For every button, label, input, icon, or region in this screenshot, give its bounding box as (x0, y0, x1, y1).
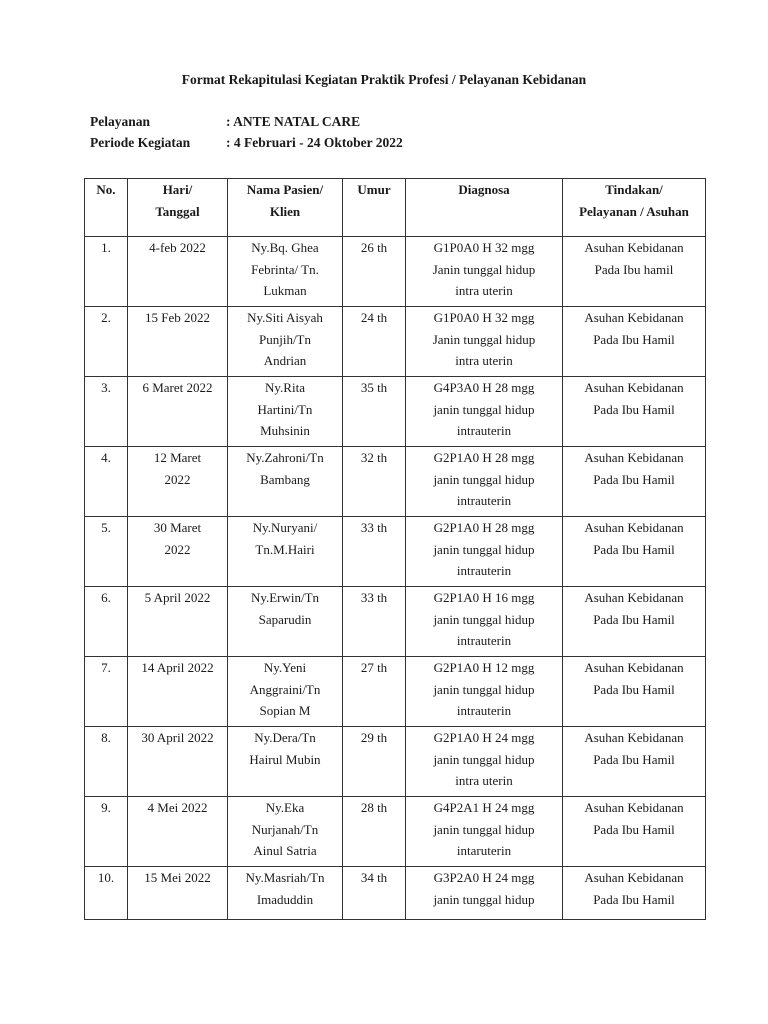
cell-nama-text: Punjih/Tn (258, 331, 311, 347)
cell-nama-text: Ny.Bq. Ghea (251, 240, 319, 255)
cell-tindakan (563, 447, 706, 517)
cell-diagnosa-text: intrauterin (456, 493, 512, 508)
cell-tanggal (128, 727, 228, 797)
cell-diagnosa-text: G4P3A0 H 28 mgg (433, 380, 535, 395)
cell-diagnosa-text: intrauterin (456, 423, 512, 438)
header-no (85, 179, 128, 237)
cell-tindakan-text: Pada Ibu Hamil (593, 681, 675, 697)
cell-nama-text: Muhsinin (260, 423, 310, 438)
header-hari-tanggal (128, 179, 228, 237)
cell-diagnosa (406, 517, 563, 587)
cell-umur (343, 727, 406, 797)
cell-tindakan-text: Asuhan Kebidanan (584, 520, 684, 535)
cell-no (85, 237, 128, 307)
header-umur-line: Umur (357, 182, 391, 197)
cell-diagnosa-text: Janin tunggal hidup (432, 261, 536, 277)
cell-diagnosa-text: G1P0A0 H 32 mgg (433, 310, 535, 325)
table-row (85, 447, 706, 517)
cell-umur (343, 237, 406, 307)
cell-diagnosa-text: janin tunggal hidup (433, 891, 535, 907)
table-row (85, 587, 706, 657)
header-tindakan-line: Pelayanan / Asuhan (579, 203, 689, 219)
header-nama-pasien (228, 179, 343, 237)
table-row (85, 237, 706, 307)
cell-diagnosa-text: janin tunggal hidup (433, 611, 535, 627)
cell-tindakan-text: Asuhan Kebidanan (584, 730, 684, 745)
cell-diagnosa (406, 377, 563, 447)
cell-nama (228, 657, 343, 727)
cell-tanggal-text: 15 Feb 2022 (145, 310, 210, 325)
cell-nama-text: Lukman (263, 283, 307, 298)
cell-tindakan (563, 587, 706, 657)
cell-nama-text: Sopian M (259, 703, 311, 718)
cell-nama-text: Anggraini/Tn (249, 681, 321, 697)
cell-diagnosa-text: intra uterin (455, 353, 513, 368)
cell-nama (228, 727, 343, 797)
cell-nama-text: Ny.Erwin/Tn (250, 590, 320, 605)
header-diagnosa-line: Diagnosa (458, 182, 510, 197)
cell-umur (343, 307, 406, 377)
header-nama-pasien-line: Klien (269, 203, 301, 219)
cell-tanggal-text: 4-feb 2022 (149, 240, 206, 255)
cell-tanggal (128, 867, 228, 920)
cell-nama-text: Ainul Satria (253, 843, 317, 858)
cell-nama (228, 237, 343, 307)
cell-umur (343, 377, 406, 447)
cell-no-text: 10. (97, 870, 115, 885)
cell-nama-text: Hartini/Tn (257, 401, 313, 417)
periode-label: Periode Kegiatan (90, 135, 191, 150)
cell-no-text: 2. (101, 310, 111, 325)
cell-nama-text: Bambang (260, 471, 310, 487)
cell-diagnosa-text: G2P1A0 H 24 mgg (433, 730, 535, 745)
periode-line (90, 135, 403, 151)
header-umur (343, 179, 406, 237)
cell-umur (343, 587, 406, 657)
cell-nama (228, 307, 343, 377)
rekap-table (84, 178, 706, 920)
cell-tindakan (563, 517, 706, 587)
cell-diagnosa-text: intra uterin (455, 283, 513, 298)
cell-nama-text: Ny.Siti Aisyah (247, 310, 323, 325)
cell-diagnosa-text: G1P0A0 H 32 mgg (433, 240, 535, 255)
cell-diagnosa (406, 727, 563, 797)
cell-umur-text: 33 th (360, 520, 388, 535)
cell-umur (343, 517, 406, 587)
header-nama-pasien-line: Nama Pasien/ (246, 182, 324, 197)
cell-tindakan-text: Pada Ibu Hamil (593, 471, 675, 487)
cell-tindakan-text: Asuhan Kebidanan (584, 240, 684, 255)
cell-tanggal-text: 14 April 2022 (141, 660, 214, 675)
cell-tindakan-text: Asuhan Kebidanan (584, 870, 684, 885)
cell-diagnosa (406, 447, 563, 517)
cell-nama-text: Ny.Masriah/Tn (245, 870, 325, 885)
cell-nama-text: Hairul Mubin (249, 751, 321, 767)
pelayanan-value: : ANTE NATAL CARE (226, 114, 361, 129)
cell-tindakan-text: Asuhan Kebidanan (584, 590, 684, 605)
cell-diagnosa-text: janin tunggal hidup (433, 471, 535, 487)
table-row (85, 867, 706, 920)
cell-tanggal-text: 6 Maret 2022 (142, 380, 213, 395)
cell-tindakan-text: Asuhan Kebidanan (584, 800, 684, 815)
cell-umur-text: 26 th (360, 240, 388, 255)
cell-tanggal (128, 797, 228, 867)
cell-no (85, 517, 128, 587)
cell-no-text: 8. (101, 730, 111, 745)
cell-tanggal (128, 657, 228, 727)
cell-diagnosa-text: intrauterin (456, 563, 512, 578)
cell-tanggal-text: 12 Maret (153, 450, 202, 465)
cell-tanggal-text: 5 April 2022 (144, 590, 211, 605)
cell-diagnosa-text: janin tunggal hidup (433, 681, 535, 697)
cell-nama (228, 867, 343, 920)
table-body (85, 237, 706, 920)
cell-diagnosa-text: G2P1A0 H 16 mgg (433, 590, 535, 605)
cell-tindakan-text: Pada Ibu Hamil (593, 331, 675, 347)
table-row (85, 307, 706, 377)
header-tindakan-line: Tindakan/ (605, 182, 663, 197)
cell-no-text: 9. (101, 800, 111, 815)
cell-umur-text: 29 th (360, 730, 388, 745)
cell-tindakan-text: Pada Ibu Hamil (593, 401, 675, 417)
cell-diagnosa-text: intrauterin (456, 703, 512, 718)
cell-tindakan-text: Pada Ibu Hamil (593, 821, 675, 837)
cell-umur-text: 24 th (360, 310, 388, 325)
cell-no-text: 7. (101, 660, 111, 675)
cell-nama-text: Ny.Eka (265, 800, 305, 815)
cell-tindakan-text: Pada Ibu Hamil (593, 611, 675, 627)
cell-diagnosa-text: G2P1A0 H 28 mgg (433, 520, 535, 535)
pelayanan-line (90, 114, 360, 130)
cell-no (85, 447, 128, 517)
cell-diagnosa-text: G2P1A0 H 12 mgg (433, 660, 535, 675)
cell-tanggal (128, 307, 228, 377)
cell-nama (228, 377, 343, 447)
cell-nama (228, 797, 343, 867)
cell-tindakan-text: Asuhan Kebidanan (584, 660, 684, 675)
cell-diagnosa-text: intaruterin (456, 843, 512, 858)
header-hari-tanggal-line: Tanggal (155, 203, 200, 219)
cell-diagnosa (406, 867, 563, 920)
cell-umur-text: 34 th (360, 870, 388, 885)
cell-diagnosa-text: Janin tunggal hidup (432, 331, 536, 347)
cell-no (85, 307, 128, 377)
pelayanan-label: Pelayanan (90, 114, 151, 129)
cell-diagnosa-text: janin tunggal hidup (433, 751, 535, 767)
cell-tindakan-text: Asuhan Kebidanan (584, 310, 684, 325)
cell-no (85, 657, 128, 727)
table-row (85, 657, 706, 727)
cell-umur (343, 797, 406, 867)
cell-tindakan (563, 237, 706, 307)
cell-no-text: 1. (101, 240, 111, 255)
cell-umur-text: 33 th (360, 590, 388, 605)
cell-umur (343, 657, 406, 727)
cell-diagnosa-text: G4P2A1 H 24 mgg (433, 800, 535, 815)
cell-diagnosa (406, 307, 563, 377)
cell-tanggal (128, 517, 228, 587)
cell-tindakan (563, 867, 706, 920)
cell-umur-text: 35 th (360, 380, 388, 395)
cell-nama-text: Imaduddin (256, 891, 314, 907)
cell-diagnosa (406, 797, 563, 867)
cell-tindakan-text: Asuhan Kebidanan (584, 450, 684, 465)
cell-tanggal (128, 587, 228, 657)
cell-tindakan-text: Pada Ibu Hamil (593, 751, 675, 767)
cell-diagnosa (406, 657, 563, 727)
cell-diagnosa-text: intrauterin (456, 633, 512, 648)
cell-tindakan (563, 797, 706, 867)
cell-tanggal (128, 377, 228, 447)
cell-diagnosa-text: janin tunggal hidup (433, 401, 535, 417)
cell-umur-text: 27 th (360, 660, 388, 675)
cell-tanggal-text: 4 Mei 2022 (147, 800, 208, 815)
table-row (85, 727, 706, 797)
cell-diagnosa (406, 587, 563, 657)
header-hari-tanggal-line: Hari/ (162, 182, 193, 197)
cell-nama-text: Ny.Rita (265, 380, 305, 395)
cell-no (85, 867, 128, 920)
cell-nama-text: Tn.M.Hairi (255, 541, 315, 557)
cell-diagnosa-text: janin tunggal hidup (433, 821, 535, 837)
cell-nama (228, 447, 343, 517)
header-no-line: No. (96, 182, 116, 197)
cell-tanggal-text: 2022 (164, 541, 191, 557)
cell-no-text: 5. (101, 520, 111, 535)
cell-nama-text: Nurjanah/Tn (251, 821, 319, 837)
periode-value: : 4 Februari - 24 Oktober 2022 (226, 135, 403, 150)
cell-diagnosa-text: intra uterin (455, 773, 513, 788)
cell-no-text: 4. (101, 450, 111, 465)
cell-no (85, 797, 128, 867)
cell-tanggal (128, 447, 228, 517)
cell-umur (343, 867, 406, 920)
cell-umur (343, 447, 406, 517)
cell-nama-text: Febrinta/ Tn. (251, 261, 319, 277)
cell-nama-text: Ny.Zahroni/Tn (246, 450, 324, 465)
table-header-row (85, 179, 706, 237)
cell-tanggal (128, 237, 228, 307)
cell-no-text: 6. (101, 590, 111, 605)
table-row (85, 797, 706, 867)
cell-nama (228, 587, 343, 657)
cell-tindakan (563, 307, 706, 377)
table-row (85, 377, 706, 447)
cell-no-text: 3. (101, 380, 111, 395)
document-title: Format Rekapitulasi Kegiatan Praktik Profesi / Pelayanan Kebidanan (181, 72, 587, 87)
cell-nama-text: Andrian (263, 353, 307, 368)
cell-tindakan (563, 657, 706, 727)
cell-tanggal-text: 15 Mei 2022 (144, 870, 211, 885)
cell-tindakan-text: Pada Ibu Hamil (593, 541, 675, 557)
cell-diagnosa-text: G3P2A0 H 24 mgg (433, 870, 535, 885)
cell-no (85, 727, 128, 797)
cell-nama (228, 517, 343, 587)
cell-tanggal-text: 30 Maret (153, 520, 202, 535)
cell-diagnosa-text: G2P1A0 H 28 mgg (433, 450, 535, 465)
cell-tindakan-text: Asuhan Kebidanan (584, 380, 684, 395)
cell-umur-text: 32 th (360, 450, 388, 465)
cell-tindakan (563, 377, 706, 447)
cell-no (85, 377, 128, 447)
cell-nama-text: Saparudin (258, 611, 312, 627)
cell-nama-text: Ny.Dera/Tn (254, 730, 316, 745)
cell-diagnosa (406, 237, 563, 307)
cell-tindakan (563, 727, 706, 797)
header-tindakan (563, 179, 706, 237)
cell-nama-text: Ny.Nuryani/ (252, 520, 318, 535)
cell-tindakan-text: Pada Ibu Hamil (593, 891, 675, 907)
header-diagnosa (406, 179, 563, 237)
cell-tanggal-text: 30 April 2022 (141, 730, 214, 745)
cell-diagnosa-text: janin tunggal hidup (433, 541, 535, 557)
cell-tindakan-text: Pada Ibu hamil (594, 261, 674, 277)
cell-no (85, 587, 128, 657)
cell-tanggal-text: 2022 (164, 471, 191, 487)
cell-umur-text: 28 th (360, 800, 388, 815)
cell-nama-text: Ny.Yeni (263, 660, 307, 675)
table-row (85, 517, 706, 587)
